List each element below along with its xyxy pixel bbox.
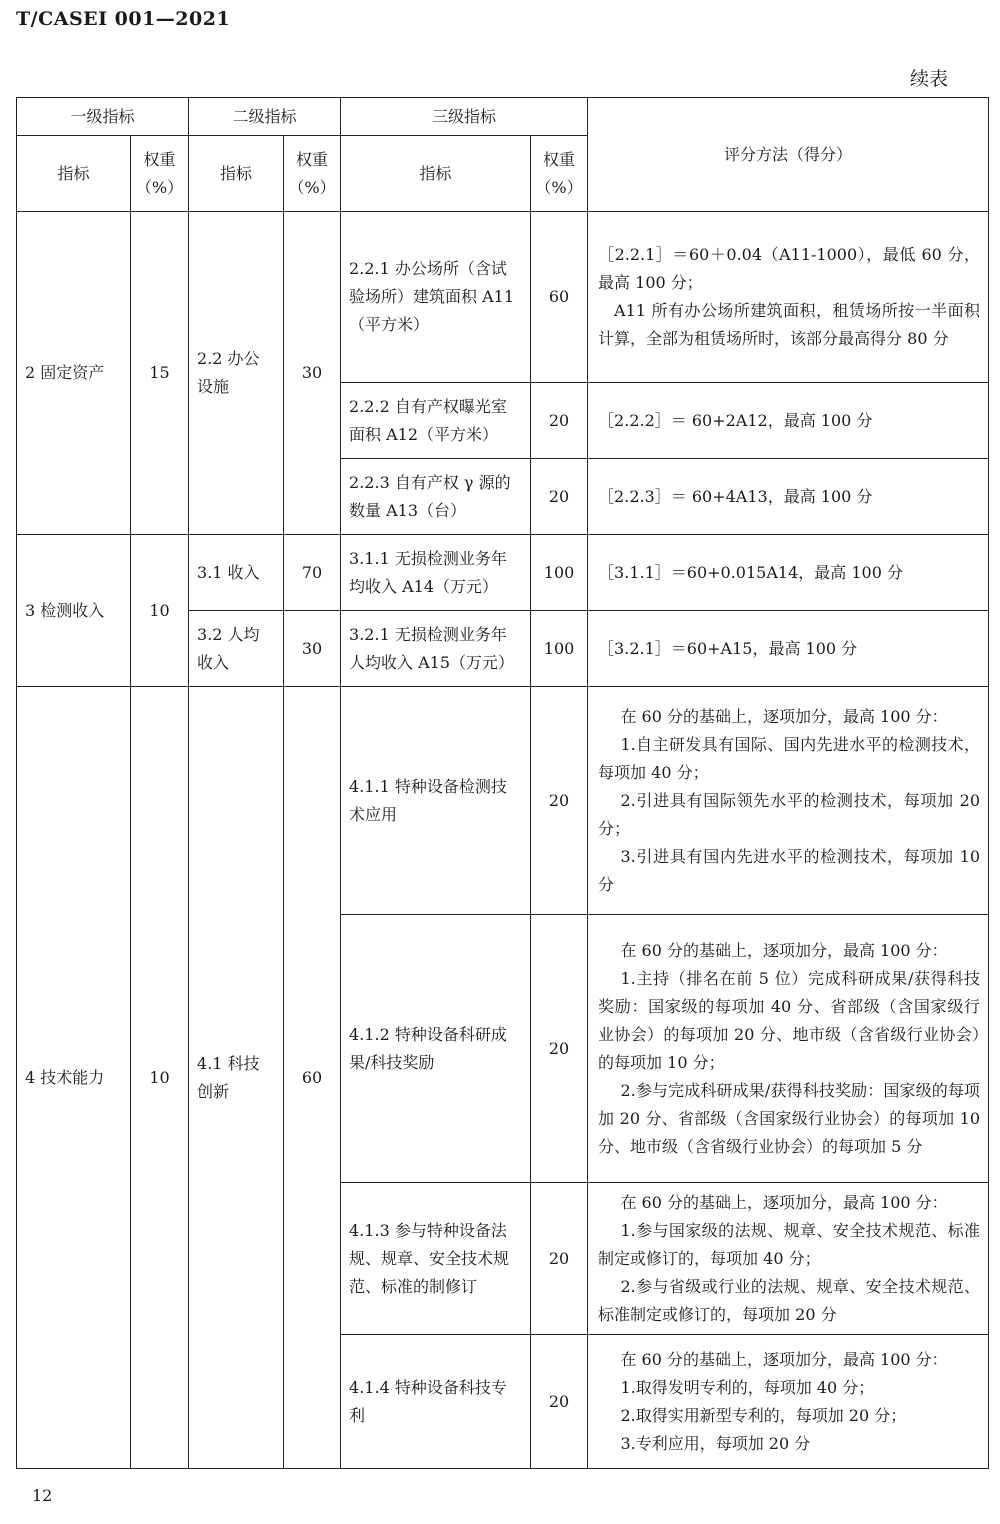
- level3-index: 2.2.2 自有产权曝光室面积 A12（平方米）: [341, 383, 531, 459]
- evaluation-table: [16, 97, 989, 1469]
- level3-weight: 20: [531, 915, 588, 1183]
- level3-weight: 20: [531, 1335, 588, 1469]
- level3-index: 2.2.3 自有产权 γ 源的数量 A13（台）: [341, 459, 531, 535]
- header-level2: 二级指标: [189, 98, 341, 136]
- subheader-index: 指标: [189, 136, 284, 212]
- level3-index: 4.1.1 特种设备检测技术应用: [341, 687, 531, 915]
- table-row: [17, 687, 989, 915]
- level1-index: 3 检测收入: [17, 535, 131, 687]
- table-row: [17, 212, 989, 383]
- level2-index: 2.2 办公设施: [189, 212, 284, 535]
- level3-weight: 20: [531, 383, 588, 459]
- level1-weight: 10: [131, 687, 189, 1469]
- level1-weight: 15: [131, 212, 189, 535]
- scoring-method: ［3.2.1］＝60+A15，最高 100 分: [588, 611, 989, 687]
- table-header-row: [17, 98, 989, 136]
- level3-index: 3.1.1 无损检测业务年均收入 A14（万元）: [341, 535, 531, 611]
- level3-weight: 20: [531, 1183, 588, 1335]
- scoring-method: 在 60 分的基础上，逐项加分，最高 100 分： 1.主持（排名在前 5 位）完成科研成果/获得科技奖励：国家级的每项加 40 分、省部级（含国家级行业协会）的每项加 20 分、地市级（含省级行业协会）的每项加 10 分； 2.参与完成科研成果/获得科技奖励：国家级的每项加 20 分、省部级（含国家级行业协会）的每项加 10 分、地市级（含省级行业协会）的每项加 5 分: [588, 915, 989, 1183]
- level3-weight: 20: [531, 687, 588, 915]
- subheader-weight: 权重 （%）: [531, 136, 588, 212]
- level3-weight: 20: [531, 459, 588, 535]
- scoring-method: ［3.1.1］＝60+0.015A14，最高 100 分: [588, 535, 989, 611]
- continued-label: 续表: [909, 68, 948, 90]
- level2-index: 3.2 人均收入: [189, 611, 284, 687]
- page-number: 12: [32, 1486, 53, 1505]
- level3-weight: 60: [531, 212, 588, 383]
- level3-index: 3.2.1 无损检测业务年人均收入 A15（万元）: [341, 611, 531, 687]
- level3-weight: 100: [531, 611, 588, 687]
- level2-weight: 70: [284, 535, 341, 611]
- subheader-weight: 权重 （%）: [284, 136, 341, 212]
- level1-weight: 10: [131, 535, 189, 687]
- level2-weight: 30: [284, 212, 341, 535]
- scoring-method: ［2.2.2］＝ 60+2A12，最高 100 分: [588, 383, 989, 459]
- header-level1: 一级指标: [17, 98, 189, 136]
- subheader-weight: 权重 （%）: [131, 136, 189, 212]
- scoring-method: ［2.2.1］＝60＋0.04（A11-1000），最低 60 分，最高 100 分； A11 所有办公场所建筑面积，租赁场所按一半面积计算，全部为租赁场所时，该部分最高得分 80 分: [588, 212, 989, 383]
- header-level3: 三级指标: [341, 98, 588, 136]
- level3-index: 4.1.4 特种设备科技专利: [341, 1335, 531, 1469]
- level2-index: 4.1 科技创新: [189, 687, 284, 1469]
- level1-index: 4 技术能力: [17, 687, 131, 1469]
- level3-index: 4.1.3 参与特种设备法规、规章、安全技术规范、标准的制修订: [341, 1183, 531, 1335]
- level3-weight: 100: [531, 535, 588, 611]
- level1-index: 2 固定资产: [17, 212, 131, 535]
- header-method: 评分方法（得分）: [588, 98, 989, 212]
- subheader-index: 指标: [341, 136, 531, 212]
- level3-index: 2.2.1 办公场所（含试验场所）建筑面积 A11（平方米）: [341, 212, 531, 383]
- standard-code: T/CASEI 001—2021: [16, 8, 231, 30]
- level3-index: 4.1.2 特种设备科研成果/科技奖励: [341, 915, 531, 1183]
- level2-weight: 60: [284, 687, 341, 1469]
- level2-index: 3.1 收入: [189, 535, 284, 611]
- scoring-method: ［2.2.3］＝ 60+4A13，最高 100 分: [588, 459, 989, 535]
- scoring-method: 在 60 分的基础上，逐项加分，最高 100 分： 1.自主研发具有国际、国内先进水平的检测技术，每项加 40 分； 2.引进具有国际领先水平的检测技术，每项加 20 分； 3.引进具有国内先进水平的检测技术，每项加 10 分: [588, 687, 989, 915]
- level2-weight: 30: [284, 611, 341, 687]
- scoring-method: 在 60 分的基础上，逐项加分，最高 100 分： 1.参与国家级的法规、规章、安全技术规范、标准制定或修订的，每项加 40 分； 2.参与省级或行业的法规、规章、安全技术规范、标准制定或修订的，每项加 20 分: [588, 1183, 989, 1335]
- scoring-method: 在 60 分的基础上，逐项加分，最高 100 分： 1.取得发明专利的，每项加 40 分； 2.取得实用新型专利的，每项加 20 分； 3.专利应用，每项加 20 分: [588, 1335, 989, 1469]
- subheader-index: 指标: [17, 136, 131, 212]
- table-row: [17, 535, 989, 611]
